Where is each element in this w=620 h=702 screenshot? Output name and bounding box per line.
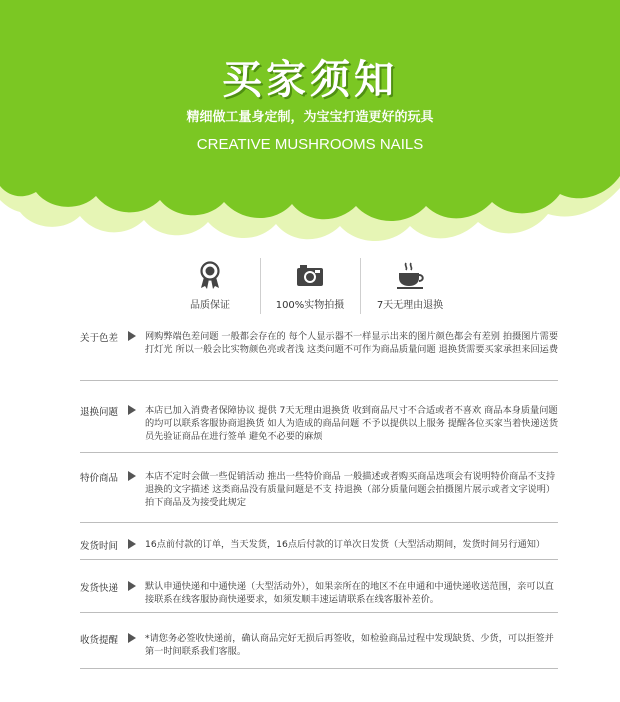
notice-label: 特价商品 <box>80 473 119 484</box>
notice-text: 本店不定时会做一些促销活动 推出一些特价商品 一般描述或者购买商品选项会有说明特价商品不支持退换的文字描述 这类商品没有质量问题是不支 持退换（部分质量问题会拍摄图片展示或者文字说明）拍下商品及为接受此规定 <box>145 471 556 508</box>
arrow-right-icon <box>128 471 136 481</box>
arrow-right-icon <box>128 539 136 549</box>
notice-text: 默认申通快递和中通快递（大型活动外），如果亲所在的地区不在申通和中通快递收送范围，亲可以直接联系在线客服协商快递要求，如须发顺丰速运请联系在线客服补差价。 <box>145 581 554 605</box>
notice-label: 关于色差 <box>80 333 119 344</box>
page-subtitle: 精细做工量身定制，为宝宝打造更好的玩具 <box>186 110 434 125</box>
feature-strip <box>160 258 460 314</box>
arrow-right-icon <box>128 405 136 415</box>
feature-label: 100%实物拍摄 <box>275 300 345 311</box>
feature-quality <box>160 258 260 314</box>
notice-text: 本店已加入消费者保障协议 提供 7天无理由退换货 收到商品尺寸不合适或者不喜欢 商品本身质量问题的均可以联系客服协商退换货 如人为造成的商品问题 不予以提供以上服务 提醒各位买家当着快递送货员先验证商品在进行签单 避免不必要的麻烦 <box>145 405 559 442</box>
notice-row <box>80 538 558 560</box>
teacup-icon <box>395 260 425 290</box>
arrow-right-icon <box>128 331 136 341</box>
notice-row <box>80 580 558 613</box>
feature-label: 7天无理由退换 <box>376 300 444 311</box>
brand-name: CREATIVE MUSHROOMS NAILS <box>196 136 424 153</box>
notice-row <box>80 330 558 381</box>
page-title: 买家须知 <box>222 56 398 103</box>
notice-text: 网购弊端色差问题 一般都会存在的 每个人显示器不一样显示出来的图片颜色都会有差别 拍摄图片需要打灯光 所以一般会比实物颜色亮或者浅 这类问题不可作为商品质量问题 退换货需要买家承担来回运费 <box>145 331 559 355</box>
banner-background <box>0 0 620 250</box>
arrow-right-icon <box>128 633 136 643</box>
camera-icon <box>295 260 325 290</box>
feature-label: 品质保证 <box>190 300 230 311</box>
notice-label: 退换问题 <box>80 407 119 418</box>
header-banner <box>0 0 620 250</box>
notice-label: 发货时间 <box>80 541 119 552</box>
feature-return <box>360 258 460 314</box>
ribbon-badge-icon <box>195 260 225 290</box>
notice-text: 16点前付款的订单，当天发货，16点后付款的订单次日发货（大型活动期间，发货时间另行通知） <box>145 539 546 550</box>
notice-row <box>80 404 558 453</box>
feature-photo <box>260 258 360 314</box>
notice-label: 收货提醒 <box>80 635 119 646</box>
notice-row <box>80 632 558 669</box>
notice-row <box>80 470 558 523</box>
arrow-right-icon <box>128 581 136 591</box>
notice-text: *请您务必签收快递前，确认商品完好无损后再签收，如检验商品过程中发现缺货、少货，可以拒签并第一时间联系我们客服。 <box>145 633 554 657</box>
notice-label: 发货快递 <box>80 583 119 594</box>
